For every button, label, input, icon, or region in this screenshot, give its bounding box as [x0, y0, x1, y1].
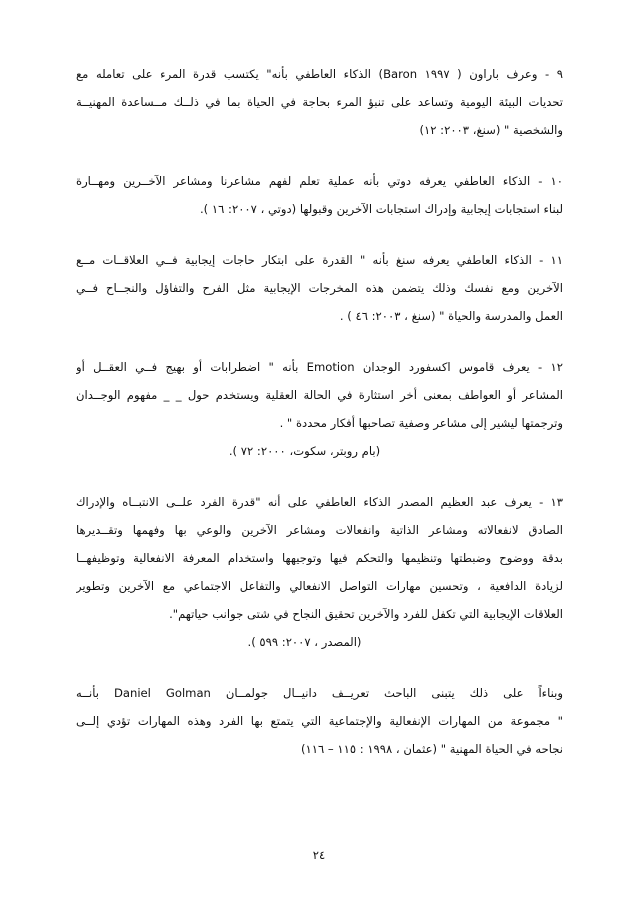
- text-line: الآخرين ومع نفسك وذلك يتضمن هذه المخرجات الإيجابية مثل الفرح والتفاؤل والنجــاح فــي: [76, 281, 563, 295]
- text-line: وبناءاً على ذلك يتبنى الباحث تعريــف دانيــال جولمــان Daniel Golman بأنــه: [76, 686, 563, 700]
- citation-line: (بام روبتر، سكوت، ٢٠٠٠: ٧٢ ).: [228, 444, 381, 458]
- page-number: ٢٤: [312, 848, 326, 862]
- text-line: العلاقات الإيجابية التي تكفل للفرد والآخرين تحقيق النجاح في شتى جوانب حياتهم".: [169, 607, 563, 621]
- text-line: ١٠ - الذكاء العاطفي يعرفه دوتي بأنه عملية تعلم لفهم مشاعرنا ومشاعر الآخــرين ومهــارة: [76, 174, 563, 188]
- definition-9: [76, 60, 563, 144]
- text-line: وترجمتها ليشير إلى مشاعر وصفية تصاحبها أفكار محددة " .: [279, 416, 563, 430]
- text-line: ١٢ - يعرف قاموس اكسفورد الوجدان Emotion بأنه " اضطرابات أو بهيج فــي العقــل أو: [76, 360, 563, 374]
- text-line: ١١ - الذكاء العاطفي يعرفه سنغ بأنه " القدرة على ابتكار حاجات إيجابية فــي العلاقــات مــع: [76, 253, 563, 267]
- text-line: بدقة ووضوح وضبطتها وتنظيمها والتحكم فيها وتوجيهها واستخدام المعرفة الانفعالية وتوظيفهــا: [76, 551, 563, 565]
- text-line: العمل والمدرسة والحياة " (سنغ ، ٢٠٠٣: ٤٦ ) .: [339, 309, 563, 323]
- text-line: " مجموعة من المهارات الإنفعالية والإجتماعية التي يتمتع بها الفرد وهذه المهارات تؤدي إلــى: [76, 714, 563, 728]
- text-line: الصادق لانفعالاته ومشاعر الذاتية وانفعالات ومشاعر الآخرين والوعي بها وفهمها وتقــديرها: [76, 523, 563, 537]
- text-line: لزيادة الدافعية ، وتحسين مهارات التواصل الانفعالي والتفاعل الاجتماعي مع الآخرين وتطوير: [76, 579, 563, 593]
- definition-13: [76, 488, 563, 656]
- text-line: ١٣ - يعرف عبد العظيم المصدر الذكاء العاطفي على أنه "قدرة الفرد علــى الانتبــاه والإدراك: [76, 495, 563, 509]
- definition-10: [76, 167, 563, 223]
- definition-11: [76, 246, 563, 330]
- text-line: المشاعر أو العواطف بمعنى أخر استثارة في الحالة العقلية ويستخدم حول _ _ مفهوم الوجــدان: [76, 388, 563, 402]
- citation-line: (المصدر ، ٢٠٠٧: ٥٩٩ ).: [247, 635, 362, 649]
- text-line: نجاحه في الحياة المهنية " (عثمان ، ١٩٩٨ : ١١٥ – ١١٦): [300, 742, 563, 756]
- document-body: [76, 60, 563, 786]
- text-line: والشخصية " (سنغ، ٢٠٠٣: ١٢): [419, 123, 563, 137]
- definition-12: [76, 353, 563, 465]
- text-line: تحديات البيئة اليومية وتساعد على تنبؤ المرء بحاجة في الحياة بما في ذلــك مــساعدة المهنيــة: [76, 95, 563, 109]
- adopted-definition: [76, 679, 563, 763]
- text-line: ٩ - وعرف باراون ( ١٩٩٧ Baron) الذكاء العاطفي بأنه" يكتسب قدرة المرء على تعامله مع: [76, 67, 563, 81]
- text-line: لبناء استجابات إيجابية وإدراك استجابات الآخرين وقبولها (دوتي ، ٢٠٠٧: ١٦ ).: [200, 202, 563, 216]
